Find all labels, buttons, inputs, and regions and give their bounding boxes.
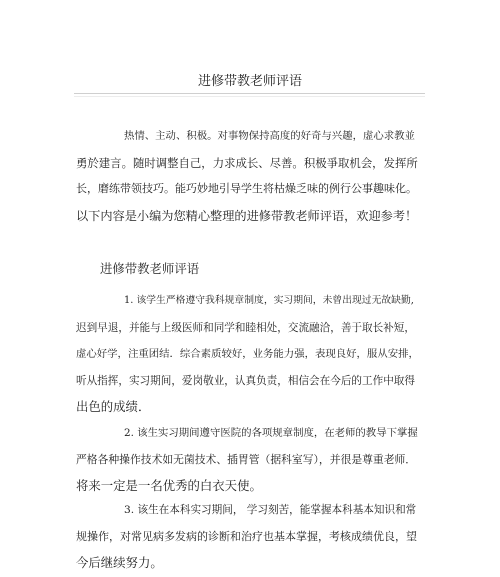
comment-line: 出色的成绩．: [76, 399, 151, 414]
comment-paragraph-2: [76, 420, 418, 500]
section-subheading: 进修带教老师评语: [100, 261, 200, 276]
comment-paragraph-1: [76, 288, 419, 421]
intro-line: 勇於建言。随时调整自己，力求成长、尽善。积极爭取机会，发挥所: [76, 155, 418, 170]
comment-line: 1. 该学生严格遵守我科规章制度，实习期间，未曾出现过无故缺勤,: [124, 295, 414, 306]
comment-line: 规操作，对常见病多发病的诊断和治疗也基本掌握，考核成绩优良，望: [76, 529, 417, 543]
intro-line: 长，磨练带领技巧。能巧妙地引导学生将枯燥乏味的例行公事趣味化。: [76, 182, 417, 195]
comment-line: 虚心好学，注重团结．综合素质较好，业务能力强，表现良好，服从安排，: [76, 348, 419, 360]
comment-line: 迟到早退，并能与上级医师和同学和睦相处，交流融洽，善于取长补短，: [76, 321, 415, 334]
intro-line: 热情、主动、积极。对事物保持高度的好奇与兴趣，虚心求教並: [124, 130, 415, 142]
document-title: 进修带教老师评语: [197, 74, 302, 89]
title-divider: [74, 93, 425, 94]
comment-line: 严格各种操作技术如无菌技术、插胃管（据科室写），并很是尊重老师．: [76, 452, 417, 466]
intro-line: 以下内容是小编为您精心整理的进修带教老师评语，欢迎参考！: [76, 208, 418, 223]
comment-line: 将来一定是一名优秀的白衣天使。: [76, 478, 262, 493]
comment-line: 今后继续努力。: [76, 555, 163, 570]
comment-paragraph-3: [76, 497, 418, 577]
comment-line: 2. 该生实习期间遵守医院的各项规章制度，在老师的教导下掌握: [124, 427, 418, 439]
intro-paragraph: [76, 123, 418, 229]
comment-line: 3. 该生在本科实习期间， 学习刻苦，能掌握本科基本知识和常: [124, 504, 417, 516]
comment-line: 听从指挥，实习期间，爱岗敬业，认真负责，相信会在今后的工作中取得: [76, 374, 415, 387]
